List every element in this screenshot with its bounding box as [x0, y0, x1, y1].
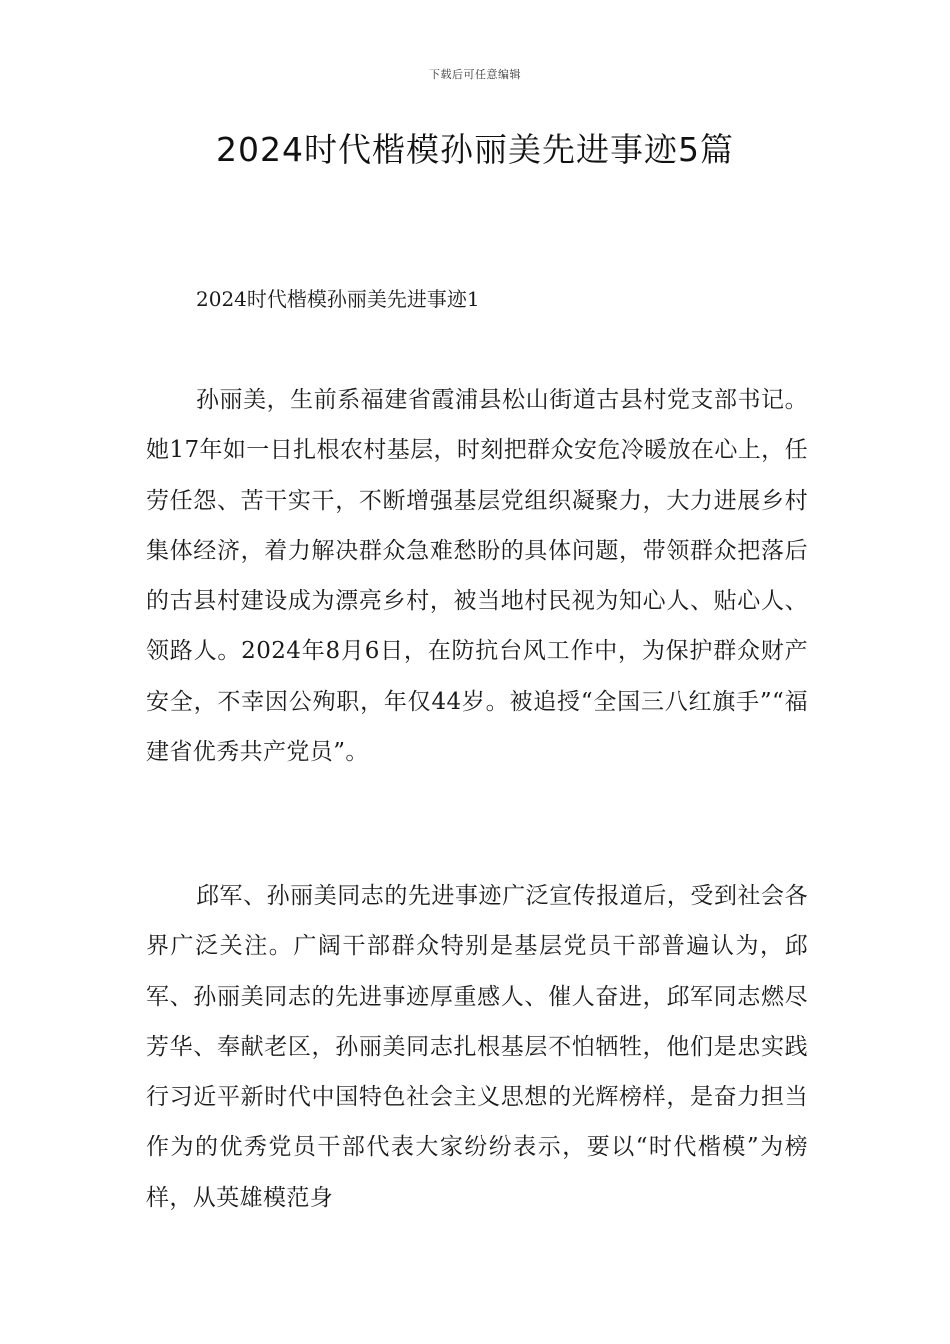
- body-paragraph: 孙丽美，生前系福建省霞浦县松山街道古县村党支部书记。她17年如一日扎根农村基层，时刻把群众安危冷暖放在心上，任劳任怨、苦干实干，不断增强基层党组织凝聚力，大力进展乡村集体经济，着力解决群众急难愁盼的具体问题，带领群众把落后的古县村建设成为漂亮乡村，被当地村民视为知心人、贴心人、领路人。2024年8月6日，在防抗台风工作中，为保护群众财产安全，不幸因公殉职，年仅44岁。被追授“全国三八红旗手”“福建省优秀共产党员”。: [146, 387, 808, 766]
- download-note: 下载后可任意编辑: [429, 68, 521, 81]
- section-heading: 2024时代楷模孙丽美先进事迹1: [196, 287, 480, 311]
- document-title: 2024时代楷模孙丽美先进事迹5篇: [216, 130, 734, 169]
- body-paragraph: 邱军、孙丽美同志的先进事迹广泛宣传报道后，受到社会各界广泛关注。广阔干部群众特别是基层党员干部普遍认为，邱军、孙丽美同志的先进事迹厚重感人、催人奋进，邱军同志燃尽芳华、奉献老区，孙丽美同志扎根基层不怕牺牲，他们是忠实践行习近平新时代中国特色社会主义思想的光辉榜样，是奋力担当作为的优秀党员干部代表大家纷纷表示，要以“时代楷模”为榜样，从英雄模范身: [146, 883, 808, 1211]
